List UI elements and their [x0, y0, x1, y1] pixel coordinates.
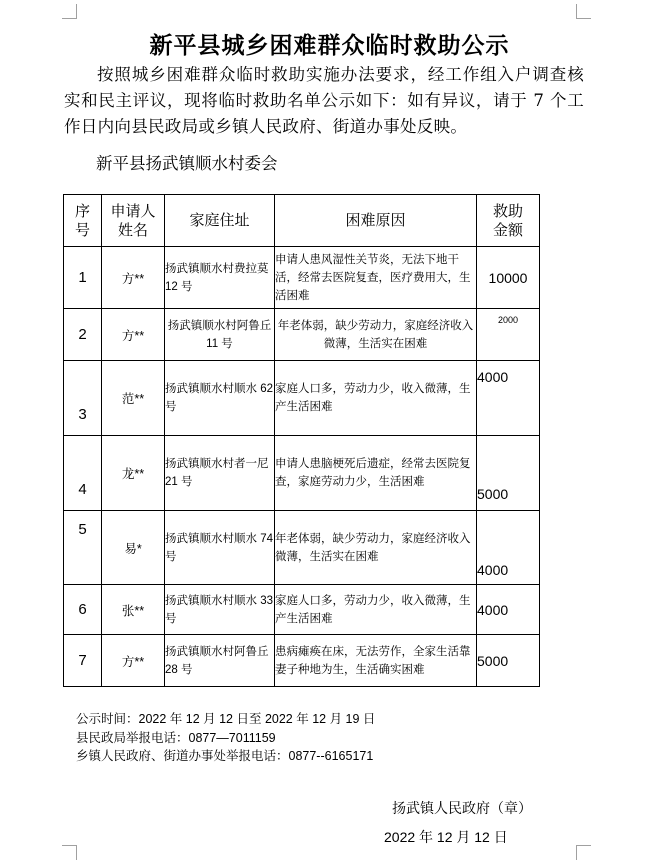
- row-reason: 家庭人口多，劳动力少，收入微薄，生产生活困难: [275, 361, 477, 436]
- row-address: 扬武镇顺水村顺水 33 号: [165, 585, 275, 635]
- header-reason: 困难原因: [275, 195, 477, 247]
- row-address: 扬武镇顺水村顺水 62 号: [165, 361, 275, 436]
- row-name: 范**: [102, 361, 165, 436]
- header-address: 家庭住址: [165, 195, 275, 247]
- row-name: 方**: [102, 635, 165, 687]
- row-address: 扬武镇顺水村顺水 74 号: [165, 511, 275, 585]
- crop-mark-bottom-right: [576, 845, 591, 860]
- row-reason: 申请人患风湿性关节炎，无法下地干活，经常去医院复查，医疗费用大，生活困难: [275, 247, 477, 309]
- row-amount: 10000: [477, 247, 540, 309]
- row-address: 扬武镇顺水村者一尼 21 号: [165, 436, 275, 511]
- row-name: 龙**: [102, 436, 165, 511]
- committee-name: 新平县扬武镇顺水村委会: [96, 154, 278, 173]
- crop-mark-bottom-left: [62, 845, 77, 860]
- row-reason: 患病瘫痪在床，无法劳作，全家生活靠妻子种地为生，生活确实困难: [275, 635, 477, 687]
- row-amount: 4000: [477, 361, 540, 436]
- row-no: 4: [64, 436, 102, 511]
- table-row: [64, 361, 540, 436]
- row-amount: 4000: [477, 585, 540, 635]
- table-row: [64, 247, 540, 309]
- row-no: 3: [64, 361, 102, 436]
- issue-date: 2022 年 12 月 12 日: [384, 829, 508, 845]
- row-amount: 4000: [477, 511, 540, 585]
- document-title: 新平县城乡困难群众临时救助公示: [149, 32, 510, 59]
- crop-mark-top-right: [576, 4, 591, 19]
- row-address: 扬武镇顺水村阿鲁丘 11 号: [165, 309, 275, 361]
- county-report-phone: 县民政局举报电话：0877—7011159: [76, 731, 276, 745]
- intro-paragraph: 按照城乡困难群众临时救助实施办法要求，经工作组入户调查核实和民主评议，现将临时救助名单公示如下：如有异议，请于 7 个工作日内向县民政局或乡镇人民政府、街道办事处反映。: [64, 65, 584, 136]
- row-no: 2: [64, 309, 102, 361]
- issuer-signature: 扬武镇人民政府（章）: [392, 800, 532, 816]
- header-amount: 救助金额: [477, 195, 540, 247]
- relief-table: [63, 194, 540, 687]
- row-amount: 5000: [477, 436, 540, 511]
- publicity-period: 公示时间：2022 年 12 月 12 日至 2022 年 12 月 19 日: [76, 712, 376, 726]
- row-reason: 年老体弱，缺少劳动力，家庭经济收入微薄，生活实在困难: [275, 511, 477, 585]
- table-row: [64, 585, 540, 635]
- row-name: 易*: [102, 511, 165, 585]
- row-name: 张**: [102, 585, 165, 635]
- table-header-row: [64, 195, 540, 247]
- town-report-phone: 乡镇人民政府、街道办事处举报电话：0877--6165171: [76, 749, 374, 763]
- row-amount: 5000: [477, 635, 540, 687]
- row-no: 1: [64, 247, 102, 309]
- row-no: 7: [64, 635, 102, 687]
- row-reason: 年老体弱，缺少劳动力，家庭经济收入微薄，生活实在困难: [275, 309, 477, 361]
- table-row: [64, 635, 540, 687]
- row-no: 5: [64, 511, 102, 585]
- row-no: 6: [64, 585, 102, 635]
- row-reason: 家庭人口多，劳动力少，收入微薄，生产生活困难: [275, 585, 477, 635]
- row-reason: 申请人患脑梗死后遗症，经常去医院复查，家庭劳动力少，生活困难: [275, 436, 477, 511]
- table-row: [64, 436, 540, 511]
- row-name: 方**: [102, 309, 165, 361]
- table-row: [64, 309, 540, 361]
- header-no: 序号: [64, 195, 102, 247]
- row-name: 方**: [102, 247, 165, 309]
- table-row: [64, 511, 540, 585]
- row-amount: 2000: [477, 309, 540, 361]
- header-name: 申请人姓名: [102, 195, 165, 247]
- crop-mark-top-left: [62, 4, 77, 19]
- row-address: 扬武镇顺水村费拉莫 12 号: [165, 247, 275, 309]
- row-address: 扬武镇顺水村阿鲁丘 28 号: [165, 635, 275, 687]
